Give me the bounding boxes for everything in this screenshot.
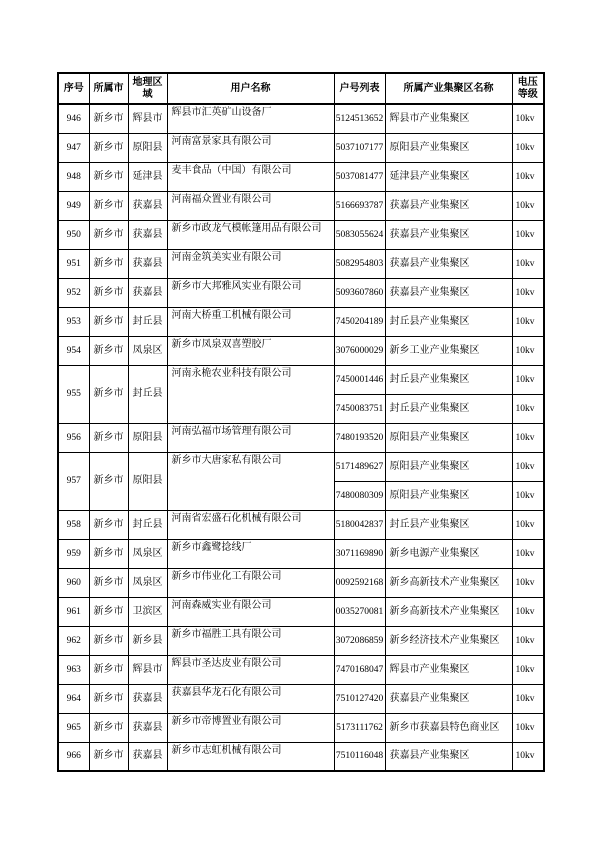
account-cell: 5083055624 xyxy=(334,220,385,249)
cluster-cell: 封丘县产业集聚区 xyxy=(385,307,512,336)
seq-cell: 951 xyxy=(58,249,89,278)
table-row xyxy=(58,539,544,568)
account-cell: 7450083751 xyxy=(334,394,385,423)
region-cell: 获嘉县 xyxy=(128,742,167,771)
user-name-cell: 河南省宏盛石化机械有限公司 xyxy=(167,510,334,539)
table-row xyxy=(58,307,544,336)
seq-cell: 958 xyxy=(58,510,89,539)
voltage-cell: 10kv xyxy=(512,597,544,626)
table-row xyxy=(58,133,544,162)
cluster-cell: 原阳县产业集聚区 xyxy=(385,423,512,452)
account-cell: 7510116048 xyxy=(334,742,385,771)
account-cell: 3076000029 xyxy=(334,336,385,365)
table-row xyxy=(58,249,544,278)
region-cell: 凤泉区 xyxy=(128,539,167,568)
city-cell: 新乡市 xyxy=(89,365,128,423)
account-cell: 5166693787 xyxy=(334,191,385,220)
region-cell: 封丘县 xyxy=(128,510,167,539)
region-cell: 获嘉县 xyxy=(128,713,167,742)
cluster-cell: 封丘县产业集聚区 xyxy=(385,394,512,423)
seq-cell: 954 xyxy=(58,336,89,365)
cluster-cell: 原阳县产业集聚区 xyxy=(385,481,512,510)
account-cell: 0092592168 xyxy=(334,568,385,597)
seq-cell: 964 xyxy=(58,684,89,713)
seq-cell: 956 xyxy=(58,423,89,452)
voltage-cell: 10kv xyxy=(512,133,544,162)
account-cell: 5180042837 xyxy=(334,510,385,539)
voltage-cell: 10kv xyxy=(512,336,544,365)
cluster-cell: 辉县市产业集聚区 xyxy=(385,655,512,684)
table-body xyxy=(58,104,544,771)
city-cell: 新乡市 xyxy=(89,104,128,133)
seq-cell: 966 xyxy=(58,742,89,771)
account-cell: 5082954803 xyxy=(334,249,385,278)
city-cell: 新乡市 xyxy=(89,162,128,191)
user-name-cell: 河南金筑美实业有限公司 xyxy=(167,249,334,278)
cluster-cell: 获嘉县产业集聚区 xyxy=(385,220,512,249)
table-row xyxy=(58,452,544,481)
voltage-cell: 10kv xyxy=(512,655,544,684)
cluster-cell: 新乡高新技术产业集聚区 xyxy=(385,597,512,626)
voltage-cell: 10kv xyxy=(512,539,544,568)
city-cell: 新乡市 xyxy=(89,539,128,568)
table-row xyxy=(58,336,544,365)
city-cell: 新乡市 xyxy=(89,423,128,452)
seq-cell: 961 xyxy=(58,597,89,626)
user-name-cell: 麦丰食品（中国）有限公司 xyxy=(167,162,334,191)
table-row xyxy=(58,220,544,249)
city-cell: 新乡市 xyxy=(89,191,128,220)
cluster-cell: 原阳县产业集聚区 xyxy=(385,133,512,162)
table-row xyxy=(58,568,544,597)
city-cell: 新乡市 xyxy=(89,655,128,684)
seq-cell: 949 xyxy=(58,191,89,220)
cluster-cell: 获嘉县产业集聚区 xyxy=(385,278,512,307)
city-cell: 新乡市 xyxy=(89,510,128,539)
city-cell: 新乡市 xyxy=(89,249,128,278)
user-name-cell: 河南永桅农业科技有限公司 xyxy=(167,365,334,423)
seq-cell: 955 xyxy=(58,365,89,423)
user-name-cell: 新乡市政龙气模帐篷用品有限公司 xyxy=(167,220,334,249)
region-cell: 原阳县 xyxy=(128,452,167,510)
voltage-cell: 10kv xyxy=(512,626,544,655)
header-voltage-level: 电压等级 xyxy=(512,73,544,104)
table-row xyxy=(58,162,544,191)
seq-cell: 946 xyxy=(58,104,89,133)
city-cell: 新乡市 xyxy=(89,626,128,655)
voltage-cell: 10kv xyxy=(512,481,544,510)
cluster-cell: 原阳县产业集聚区 xyxy=(385,452,512,481)
header-user-name: 用户名称 xyxy=(167,73,334,104)
account-cell: 5037107177 xyxy=(334,133,385,162)
region-cell: 封丘县 xyxy=(128,307,167,336)
header-cluster-name: 所属产业集聚区名称 xyxy=(385,73,512,104)
cluster-cell: 延津县产业集聚区 xyxy=(385,162,512,191)
voltage-cell: 10kv xyxy=(512,452,544,481)
user-name-cell: 新乡市凤泉双喜塑胶厂 xyxy=(167,336,334,365)
city-cell: 新乡市 xyxy=(89,742,128,771)
user-name-cell: 新乡市志虹机械有限公司 xyxy=(167,742,334,771)
region-cell: 凤泉区 xyxy=(128,336,167,365)
user-name-cell: 新乡市福胜工具有限公司 xyxy=(167,626,334,655)
voltage-cell: 10kv xyxy=(512,278,544,307)
voltage-cell: 10kv xyxy=(512,510,544,539)
seq-cell: 950 xyxy=(58,220,89,249)
voltage-cell: 10kv xyxy=(512,394,544,423)
account-cell: 5037081477 xyxy=(334,162,385,191)
city-cell: 新乡市 xyxy=(89,133,128,162)
user-name-cell: 新乡市大唐家私有限公司 xyxy=(167,452,334,510)
cluster-cell: 新乡工业产业集聚区 xyxy=(385,336,512,365)
seq-cell: 965 xyxy=(58,713,89,742)
city-cell: 新乡市 xyxy=(89,452,128,510)
header-account-list: 户号列表 xyxy=(334,73,385,104)
region-cell: 原阳县 xyxy=(128,133,167,162)
table-row xyxy=(58,365,544,394)
cluster-cell: 封丘县产业集聚区 xyxy=(385,510,512,539)
cluster-cell: 封丘县产业集聚区 xyxy=(385,365,512,394)
user-name-cell: 获嘉县华龙石化有限公司 xyxy=(167,684,334,713)
table-row xyxy=(58,510,544,539)
table-row xyxy=(58,278,544,307)
cluster-cell: 新乡市获嘉县特色商业区 xyxy=(385,713,512,742)
cluster-cell: 辉县市产业集聚区 xyxy=(385,104,512,133)
table-row xyxy=(58,597,544,626)
table-row xyxy=(58,104,544,133)
user-name-cell: 辉县市汇英矿山设备厂 xyxy=(167,104,334,133)
header-city: 所属市 xyxy=(89,73,128,104)
table-row xyxy=(58,655,544,684)
account-cell: 7480080309 xyxy=(334,481,385,510)
city-cell: 新乡市 xyxy=(89,713,128,742)
user-name-cell: 新乡市帝博置业有限公司 xyxy=(167,713,334,742)
cluster-cell: 新乡电源产业集聚区 xyxy=(385,539,512,568)
account-cell: 7470168047 xyxy=(334,655,385,684)
city-cell: 新乡市 xyxy=(89,278,128,307)
voltage-cell: 10kv xyxy=(512,162,544,191)
account-cell: 5173111762 xyxy=(334,713,385,742)
seq-cell: 963 xyxy=(58,655,89,684)
seq-cell: 959 xyxy=(58,539,89,568)
cluster-cell: 获嘉县产业集聚区 xyxy=(385,191,512,220)
region-cell: 凤泉区 xyxy=(128,568,167,597)
voltage-cell: 10kv xyxy=(512,307,544,336)
cluster-cell: 新乡经济技术产业集聚区 xyxy=(385,626,512,655)
table-row xyxy=(58,626,544,655)
account-cell: 5171489627 xyxy=(334,452,385,481)
region-cell: 延津县 xyxy=(128,162,167,191)
user-name-cell: 河南福众置业有限公司 xyxy=(167,191,334,220)
account-cell: 7450204189 xyxy=(334,307,385,336)
seq-cell: 962 xyxy=(58,626,89,655)
table-row xyxy=(58,684,544,713)
voltage-cell: 10kv xyxy=(512,423,544,452)
city-cell: 新乡市 xyxy=(89,336,128,365)
seq-cell: 948 xyxy=(58,162,89,191)
user-name-cell: 河南富景家具有限公司 xyxy=(167,133,334,162)
voltage-cell: 10kv xyxy=(512,742,544,771)
user-list-table xyxy=(57,72,545,772)
table-header-row xyxy=(58,73,544,104)
header-region: 地理区域 xyxy=(128,73,167,104)
user-name-cell: 辉县市圣达皮业有限公司 xyxy=(167,655,334,684)
cluster-cell: 获嘉县产业集聚区 xyxy=(385,742,512,771)
user-name-cell: 新乡市鑫鹭捻线厂 xyxy=(167,539,334,568)
cluster-cell: 获嘉县产业集聚区 xyxy=(385,249,512,278)
region-cell: 获嘉县 xyxy=(128,684,167,713)
user-name-cell: 河南森威实业有限公司 xyxy=(167,597,334,626)
region-cell: 新乡县 xyxy=(128,626,167,655)
cluster-cell: 新乡高新技术产业集聚区 xyxy=(385,568,512,597)
user-name-cell: 河南弘福市场管理有限公司 xyxy=(167,423,334,452)
account-cell: 3072086859 xyxy=(334,626,385,655)
user-name-cell: 新乡市伟业化工有限公司 xyxy=(167,568,334,597)
account-cell: 3071169890 xyxy=(334,539,385,568)
seq-cell: 957 xyxy=(58,452,89,510)
table-row xyxy=(58,742,544,771)
region-cell: 获嘉县 xyxy=(128,220,167,249)
region-cell: 封丘县 xyxy=(128,365,167,423)
table-row xyxy=(58,423,544,452)
region-cell: 辉县市 xyxy=(128,655,167,684)
table-row xyxy=(58,713,544,742)
account-cell: 7510127420 xyxy=(334,684,385,713)
region-cell: 获嘉县 xyxy=(128,191,167,220)
city-cell: 新乡市 xyxy=(89,597,128,626)
city-cell: 新乡市 xyxy=(89,220,128,249)
region-cell: 辉县市 xyxy=(128,104,167,133)
city-cell: 新乡市 xyxy=(89,568,128,597)
account-cell: 7450001446 xyxy=(334,365,385,394)
region-cell: 获嘉县 xyxy=(128,249,167,278)
voltage-cell: 10kv xyxy=(512,713,544,742)
voltage-cell: 10kv xyxy=(512,220,544,249)
user-name-cell: 新乡市大邦雅风实业有限公司 xyxy=(167,278,334,307)
voltage-cell: 10kv xyxy=(512,104,544,133)
account-cell: 5124513652 xyxy=(334,104,385,133)
seq-cell: 953 xyxy=(58,307,89,336)
account-cell: 7480193520 xyxy=(334,423,385,452)
region-cell: 卫滨区 xyxy=(128,597,167,626)
seq-cell: 947 xyxy=(58,133,89,162)
cluster-cell: 获嘉县产业集聚区 xyxy=(385,684,512,713)
account-cell: 0035270081 xyxy=(334,597,385,626)
city-cell: 新乡市 xyxy=(89,684,128,713)
voltage-cell: 10kv xyxy=(512,684,544,713)
voltage-cell: 10kv xyxy=(512,249,544,278)
city-cell: 新乡市 xyxy=(89,307,128,336)
voltage-cell: 10kv xyxy=(512,568,544,597)
voltage-cell: 10kv xyxy=(512,191,544,220)
user-name-cell: 河南大桥重工机械有限公司 xyxy=(167,307,334,336)
table-row xyxy=(58,191,544,220)
account-cell: 5093607860 xyxy=(334,278,385,307)
voltage-cell: 10kv xyxy=(512,365,544,394)
seq-cell: 952 xyxy=(58,278,89,307)
header-seq: 序号 xyxy=(58,73,89,104)
seq-cell: 960 xyxy=(58,568,89,597)
table-header xyxy=(58,73,544,104)
region-cell: 原阳县 xyxy=(128,423,167,452)
region-cell: 获嘉县 xyxy=(128,278,167,307)
